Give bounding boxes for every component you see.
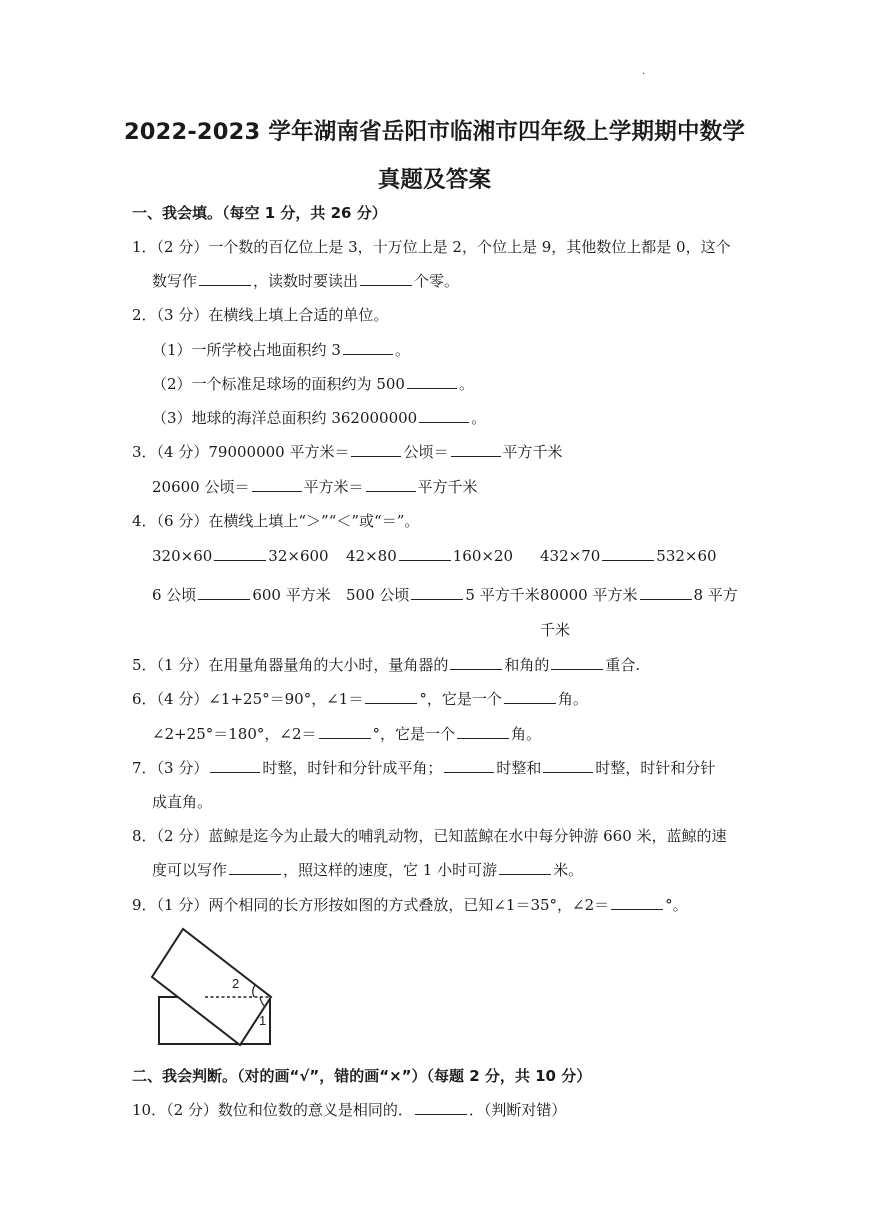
- q3-text-2: 公顷＝: [403, 443, 449, 461]
- q8-line1: 8．（2 分）蓝鲸是迄今为止最大的哺乳动物，已知蓝鲸在水中每分钟游 660 米，蓝鲸的速: [132, 827, 727, 845]
- q2-blank-1[interactable]: [343, 353, 393, 355]
- q10-text-2: ．（判断对错）: [468, 1101, 567, 1119]
- q4-expr: 42×80: [346, 547, 397, 565]
- q6-blank-4[interactable]: [457, 737, 509, 739]
- q8-text-3: 米。: [553, 861, 584, 879]
- q10-blank[interactable]: [415, 1113, 467, 1115]
- q7-blank-3[interactable]: [543, 771, 593, 773]
- q4-expr: 160×20: [452, 547, 514, 565]
- q4-row2-col1: [152, 585, 331, 605]
- q3-blank-1[interactable]: [351, 455, 401, 457]
- q8-blank-2[interactable]: [499, 873, 551, 875]
- q5-text-1: 5．（1 分）在用量角器量角的大小时，量角器的: [132, 656, 449, 674]
- q1-text-2: ，读数时要读出: [253, 272, 359, 290]
- q5-text-3: 重合.: [605, 656, 641, 674]
- q10-line: [132, 1100, 566, 1120]
- q3-blank-3[interactable]: [252, 490, 302, 492]
- q4-expr: 600 平方米: [252, 586, 331, 604]
- q3-text-1: 3．（4 分）79000000 平方米＝: [132, 443, 350, 461]
- q6-line2: [152, 724, 541, 744]
- q4-expr: 80000 平方米: [540, 586, 638, 604]
- q2-sub3-text: （3）地球的海洋总面积约 362000000: [152, 409, 418, 427]
- q4-blank[interactable]: [411, 598, 463, 600]
- q2-sub3: [152, 408, 486, 428]
- q3-text-5: 平方米＝: [303, 478, 364, 496]
- q3-blank-4[interactable]: [366, 490, 416, 492]
- q4-expr: 320×60: [152, 547, 213, 565]
- page-title-line2: 真题及答案: [377, 167, 492, 193]
- angle-label-1: 1: [259, 1013, 267, 1028]
- q4-expr: 8 平方: [693, 586, 738, 604]
- q4-blank[interactable]: [399, 559, 451, 561]
- q1-text-3: 个零。: [414, 272, 460, 290]
- q4-stem: 4．（6 分）在横线上填上“＞”“＜”或“＝”。: [132, 512, 420, 530]
- q4-row1-col3: [540, 546, 717, 566]
- q3-text-4: 20600 公顷＝: [152, 478, 250, 496]
- q6-text-2: °，它是一个: [419, 690, 502, 708]
- q6-text-5: °，它是一个: [372, 725, 456, 743]
- q1-blank-2[interactable]: [360, 284, 412, 286]
- q5-blank-2[interactable]: [551, 668, 603, 670]
- q6-blank-2[interactable]: [504, 702, 556, 704]
- q4-expr: 500 公顷: [346, 586, 410, 604]
- q10-text-1: 10．（2 分）数位和位数的意义是相同的．: [132, 1101, 413, 1119]
- q8-line2: [152, 860, 583, 880]
- q2-sub1-end: 。: [394, 341, 410, 359]
- q4-row1-col1: [152, 546, 329, 566]
- q2-sub2-end: 。: [458, 375, 474, 393]
- q7-blank-2[interactable]: [444, 771, 494, 773]
- q5-line: [132, 655, 640, 675]
- q4-expr: 6 公顷: [152, 586, 197, 604]
- q6-text-4: ∠2+25°＝180°，∠2＝: [152, 725, 317, 743]
- q6-blank-3[interactable]: [319, 737, 371, 739]
- q7-blank-1[interactable]: [210, 771, 260, 773]
- q2-sub1-text: （1）一所学校占地面积约 3: [152, 341, 341, 359]
- q2-stem: 2．（3 分）在横线上填上合适的单位。: [132, 306, 389, 324]
- q4-expr: 532×60: [656, 547, 717, 565]
- q1-line2: [152, 271, 459, 291]
- q4-expr: 5 平方千米: [465, 586, 540, 604]
- q7-text-2: 时整，时针和分针成平角；: [262, 759, 443, 777]
- q7-text-4: 时整，时针和分针: [595, 759, 716, 777]
- q4-blank[interactable]: [602, 559, 654, 561]
- q4-expr: 32×600: [268, 547, 329, 565]
- q5-text-2: 和角的: [504, 656, 550, 674]
- q3-line2: [152, 477, 478, 497]
- q7-line2: 成直角。: [152, 793, 213, 811]
- q8-blank-1[interactable]: [229, 873, 281, 875]
- q2-sub2: [152, 374, 474, 394]
- header-dot: .: [642, 66, 646, 77]
- q2-sub1: [152, 340, 410, 360]
- overlapping-rectangles-figure: [150, 925, 275, 1049]
- q3-text-6: 平方千米: [417, 478, 478, 496]
- q1-text-1: 数写作: [152, 272, 198, 290]
- q4-row2-col3: [540, 585, 738, 605]
- q6-text-1: 6．（4 分）∠1+25°＝90°，∠1＝: [132, 690, 364, 708]
- q6-text-6: 角。: [511, 725, 542, 743]
- q5-blank-1[interactable]: [450, 668, 502, 670]
- q6-text-3: 角。: [557, 690, 588, 708]
- q4-blank[interactable]: [198, 598, 250, 600]
- q3-blank-2[interactable]: [451, 455, 501, 457]
- q6-blank-1[interactable]: [365, 702, 417, 704]
- angle-label-2: 2: [232, 976, 240, 991]
- q8-text-1: 度可以写作: [152, 861, 228, 879]
- section-1-heading: 一、我会填。（每空 1 分，共 26 分）: [132, 204, 387, 222]
- q4-blank[interactable]: [640, 598, 692, 600]
- page-title-line1: 2022-2023 学年湖南省岳阳市临湘市四年级上学期期中数学: [123, 119, 746, 145]
- q1-line1: 1．（2 分）一个数的百亿位上是 3，十万位上是 2，个位上是 9，其他数位上都是 0，这个: [132, 238, 731, 256]
- q4-row2-col3-wrap: 千米: [540, 621, 571, 639]
- q9-line: [132, 895, 688, 915]
- q7-text-1: 7．（3 分）: [132, 759, 209, 777]
- q2-blank-2[interactable]: [407, 387, 457, 389]
- q2-sub3-end: 。: [471, 409, 487, 427]
- q3-line1: [132, 442, 563, 462]
- q4-blank[interactable]: [214, 559, 266, 561]
- q3-text-3: 平方千米: [502, 443, 563, 461]
- q7-line1: [132, 758, 715, 778]
- q6-line1: [132, 689, 588, 709]
- q4-expr: 432×70: [540, 547, 601, 565]
- q4-row1-col2: [346, 546, 513, 566]
- q1-blank-1[interactable]: [199, 284, 251, 286]
- section-2-heading: 二、我会判断。（对的画“√”，错的画“×”）（每题 2 分，共 10 分）: [132, 1067, 592, 1085]
- q4-row2-col2: [346, 585, 540, 605]
- q9-text-1: 9．（1 分）两个相同的长方形按如图的方式叠放，已知∠1＝35°，∠2＝: [132, 896, 610, 914]
- q7-text-3: 时整和: [496, 759, 542, 777]
- q9-blank[interactable]: [611, 908, 663, 910]
- q2-blank-3[interactable]: [419, 421, 469, 423]
- q2-sub2-text: （2）一个标准足球场的面积约为 500: [152, 375, 405, 393]
- q9-text-2: °。: [665, 896, 688, 914]
- tilted-rectangle: [152, 929, 271, 1045]
- q8-text-2: ，照这样的速度，它 1 小时可游: [283, 861, 498, 879]
